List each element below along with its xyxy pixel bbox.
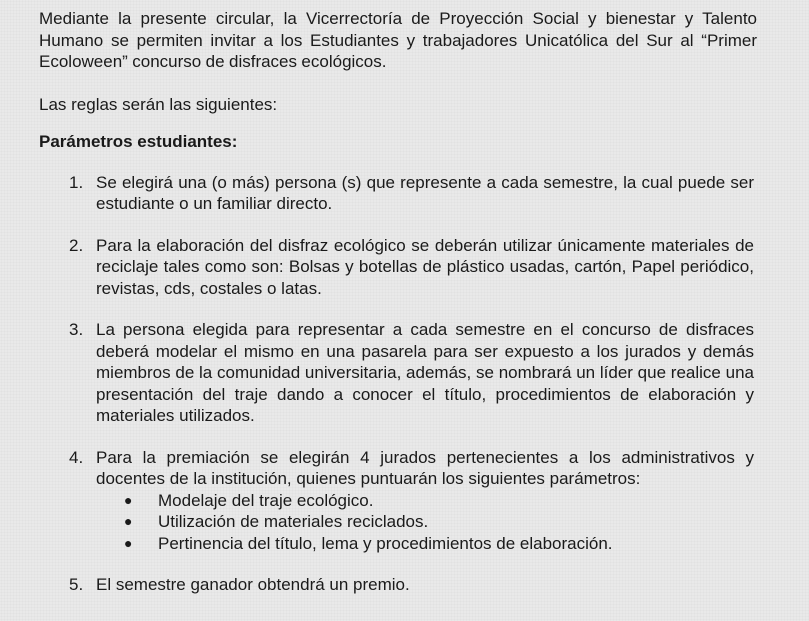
rule-number: 3. xyxy=(69,320,84,339)
rule-item xyxy=(39,447,754,555)
bullet-icon: ● xyxy=(124,491,133,508)
bullet-icon: ● xyxy=(124,534,133,551)
rule-text: La persona elegida para representar a cada semestre en el concurso de disfraces deberá modelar el mismo en una pasarela para ser expuesto a los jurados y demás miembros de la comunidad universitaria, además, se nombrará un líder que realice una presentación del traje dando a conocer el título, procedimientos de elaboración y materiales utilizados. xyxy=(96,320,754,425)
rule-number: 2. xyxy=(69,235,84,255)
rule-text: El semestre ganador obtendrá un premio. xyxy=(96,575,410,594)
rule-item xyxy=(39,574,754,596)
rule-text: Para la premiación se elegirán 4 jurados pertenecientes a los administrativos y docentes de la institución, quienes puntuarán los siguientes parámetros: xyxy=(96,447,754,488)
rule-item xyxy=(39,172,754,215)
rule-number: 4. xyxy=(69,447,84,467)
rule-number: 5. xyxy=(69,575,84,594)
section-title: Parámetros estudiantes: xyxy=(39,132,238,151)
criteria-item xyxy=(124,511,754,533)
criteria-text: Pertinencia del título, lema y procedimientos de elaboración. xyxy=(158,533,613,553)
rule-item xyxy=(39,319,754,427)
rules-list xyxy=(39,172,769,596)
rule-text: Se elegirá una (o más) persona (s) que represente a cada semestre, la cual puede ser estudiante o un familiar directo. xyxy=(96,172,754,213)
rules-intro: Las reglas serán las siguientes: xyxy=(39,94,278,114)
criteria-list xyxy=(96,490,754,555)
rule-item xyxy=(39,235,754,300)
rule-text: Para la elaboración del disfraz ecológico se deberán utilizar únicamente materiales de reciclaje tales como son: Bolsas y botellas de plástico usadas, cartón, Papel periódico, revistas, cds, costales o latas. xyxy=(96,235,754,298)
criteria-text: Utilización de materiales reciclados. xyxy=(158,512,429,531)
rule-number: 1. xyxy=(69,172,84,192)
intro-paragraph: Mediante la presente circular, la Vicerrectoría de Proyección Social y bienestar y Talento Humano se permiten invitar a los Estudiantes y trabajadores Unicatólica del Sur al “Primer Ecoloween” concurso de disfraces ecológicos. xyxy=(39,9,757,71)
criteria-item xyxy=(124,533,754,555)
criteria-text: Modelaje del traje ecológico. xyxy=(158,490,374,510)
bullet-icon: ● xyxy=(124,513,133,529)
criteria-item xyxy=(124,490,754,512)
